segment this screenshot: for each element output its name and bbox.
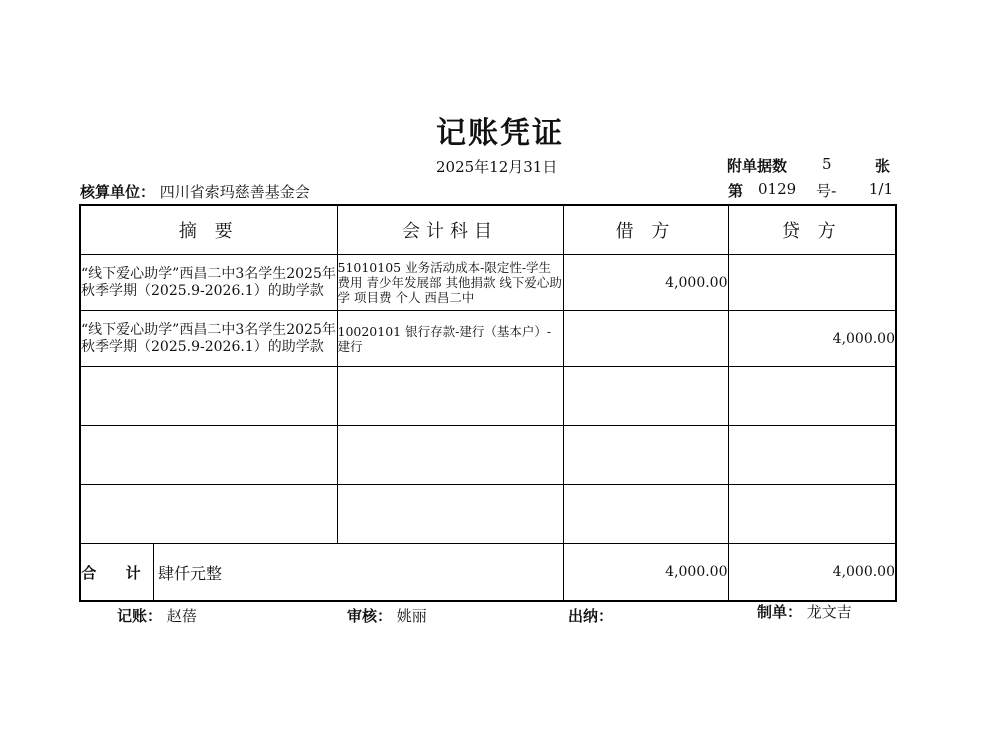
attachments-unit: 张 <box>875 157 891 175</box>
entry-account: 10020101 银行存款-建行（基本户）-建行 <box>337 311 563 367</box>
table-row <box>80 255 896 311</box>
entry-summary: “线下爱心助学”西昌二中3名学生2025年秋季学期（2025.9-2026.1）的助学款 <box>80 255 337 311</box>
entry-credit: 4,000.00 <box>728 311 896 367</box>
entry-summary: “线下爱心助学”西昌二中3名学生2025年秋季学期（2025.9-2026.1）的助学款 <box>80 311 337 367</box>
preparer-name: 龙文吉 <box>806 603 852 621</box>
preparer-signature <box>757 601 852 622</box>
table-row <box>80 311 896 367</box>
bookkeeper-label: 记账： <box>117 607 163 625</box>
voucher-title: 记账凭证 <box>436 116 564 151</box>
cashier-signature <box>568 605 613 626</box>
total-row <box>80 544 896 602</box>
entry-account: 51010105 业务活动成本-限定性-学生费用 青少年发展部 其他捐款 线下爱心助学 项目费 个人 西昌二中 <box>337 255 563 311</box>
voucher-date: 2025年12月31日 <box>436 158 558 176</box>
bookkeeper-name: 赵蓓 <box>166 607 197 625</box>
voucher-number <box>728 180 893 200</box>
entry-debit <box>563 311 728 367</box>
accounting-unit <box>80 181 310 202</box>
accounting-unit-label: 核算单位： <box>80 183 156 201</box>
preparer-label: 制单： <box>757 603 803 621</box>
header-account: 会计科目 <box>337 205 563 255</box>
empty-row <box>80 367 896 426</box>
total-debit: 4,000.00 <box>563 544 728 602</box>
bookkeeper-signature <box>117 605 197 626</box>
attachments-label: 附单据数 <box>727 157 788 175</box>
reviewer-signature <box>347 605 427 626</box>
entry-debit: 4,000.00 <box>563 255 728 311</box>
header-summary: 摘 要 <box>80 205 337 255</box>
cashier-label: 出纳： <box>568 607 614 625</box>
empty-row <box>80 426 896 485</box>
voucher-page: 1/1 <box>868 180 893 198</box>
header-credit: 贷 方 <box>728 205 896 255</box>
attachments-info <box>727 155 891 176</box>
accounting-unit-name: 四川省索玛慈善基金会 <box>159 183 310 201</box>
voucher-number-prefix: 第 <box>728 182 744 200</box>
reviewer-label: 审核： <box>347 607 393 625</box>
total-label: 合 计 <box>81 544 154 600</box>
table-header-row <box>80 205 896 255</box>
voucher-table <box>79 204 897 602</box>
total-amount-words: 肆仟元整 <box>158 563 223 583</box>
header-debit: 借 方 <box>563 205 728 255</box>
empty-row <box>80 485 896 544</box>
reviewer-name: 姚丽 <box>396 607 427 625</box>
voucher-number-suffix: 号- <box>816 182 837 200</box>
entry-credit <box>728 255 896 311</box>
total-credit: 4,000.00 <box>728 544 896 602</box>
attachments-count: 5 <box>822 155 832 173</box>
voucher-number-value: 0129 <box>758 180 797 198</box>
